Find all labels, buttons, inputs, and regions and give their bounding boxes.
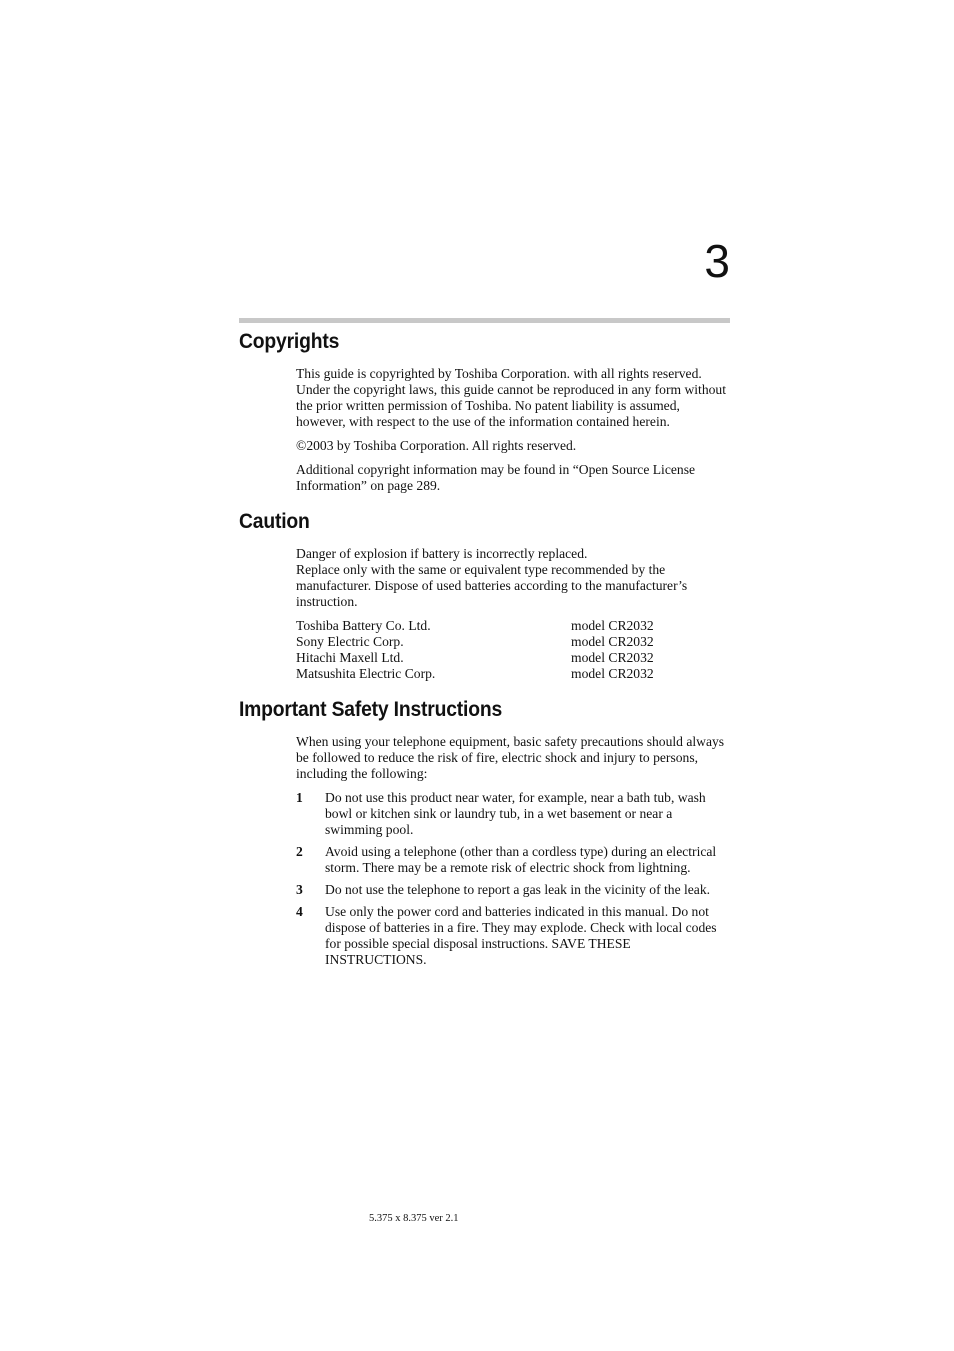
list-item	[296, 790, 730, 838]
caution-heading: Caution	[239, 510, 310, 533]
safety-heading: Important Safety Instructions	[239, 698, 503, 721]
battery-model: model CR2032	[571, 634, 654, 649]
battery-maker: Matsushita Electric Corp.	[296, 666, 436, 681]
safety-list	[296, 790, 730, 968]
safety-intro: When using your telephone equipment, basic safety precautions should always be followed to reduce the risk of fire, electric shock and injury to persons, including the following:	[296, 734, 725, 781]
table-row	[296, 618, 730, 634]
table-row	[296, 666, 730, 682]
footer-version: 5.375 x 8.375 ver 2.1	[369, 1213, 459, 1224]
section-copyrights	[239, 328, 730, 494]
copyrights-paragraph: Additional copyright information may be found in “Open Source License Information” on page 289.	[296, 462, 696, 493]
battery-model-table	[296, 618, 730, 682]
list-item	[296, 904, 730, 968]
copyrights-body	[296, 366, 730, 494]
battery-maker: Toshiba Battery Co. Ltd.	[296, 618, 431, 633]
table-row	[296, 650, 730, 666]
caution-intro-line: Replace only with the same or equivalent type recommended by the manufacturer. Dispose of used batteries according to the manufacturer’s instruction.	[296, 562, 688, 609]
list-item-number: 2	[296, 844, 303, 859]
copyrights-heading: Copyrights	[239, 330, 340, 353]
section-safety	[239, 696, 730, 968]
battery-maker: Hitachi Maxell Ltd.	[296, 650, 404, 665]
list-item-number: 3	[296, 882, 303, 897]
list-item	[296, 844, 730, 876]
list-item-number: 4	[296, 904, 303, 919]
caution-intro	[296, 546, 730, 610]
list-item-text: Use only the power cord and batteries indicated in this manual. Do not dispose of batteries in a fire. They may explode. Check with local codes for possible special disposal instructions. SAVE THESE INSTRUCTIONS.	[325, 904, 717, 967]
list-item	[296, 882, 730, 898]
caution-intro-line: Danger of explosion if battery is incorrectly replaced.	[296, 546, 588, 561]
section-caution	[239, 508, 730, 682]
list-item-number: 1	[296, 790, 303, 805]
caution-body	[296, 546, 730, 682]
battery-model: model CR2032	[571, 618, 654, 633]
safety-body	[296, 734, 730, 968]
battery-maker: Sony Electric Corp.	[296, 634, 404, 649]
battery-model: model CR2032	[571, 666, 654, 681]
page-content	[239, 328, 730, 982]
battery-model: model CR2032	[571, 650, 654, 665]
copyrights-paragraph: This guide is copyrighted by Toshiba Corporation. with all rights reserved. Under the copyright laws, this guide cannot be reproduced in any form without the prior written permission of Toshiba. No patent liability is assumed, however, with respect to the use of the information contained herein.	[296, 366, 726, 429]
list-item-text: Do not use the telephone to report a gas leak in the vicinity of the leak.	[325, 882, 711, 897]
list-item-text: Do not use this product near water, for example, near a bath tub, wash bowl or kitchen sink or laundry tub, in a wet basement or near a swimming pool.	[325, 790, 706, 837]
list-item-text: Avoid using a telephone (other than a cordless type) during an electrical storm. There may be a remote risk of electric shock from lightning.	[325, 844, 717, 875]
copyrights-paragraph: ©2003 by Toshiba Corporation. All rights reserved.	[296, 438, 577, 453]
page-number: 3	[704, 235, 730, 287]
table-row	[296, 634, 730, 650]
top-rule	[239, 318, 730, 323]
